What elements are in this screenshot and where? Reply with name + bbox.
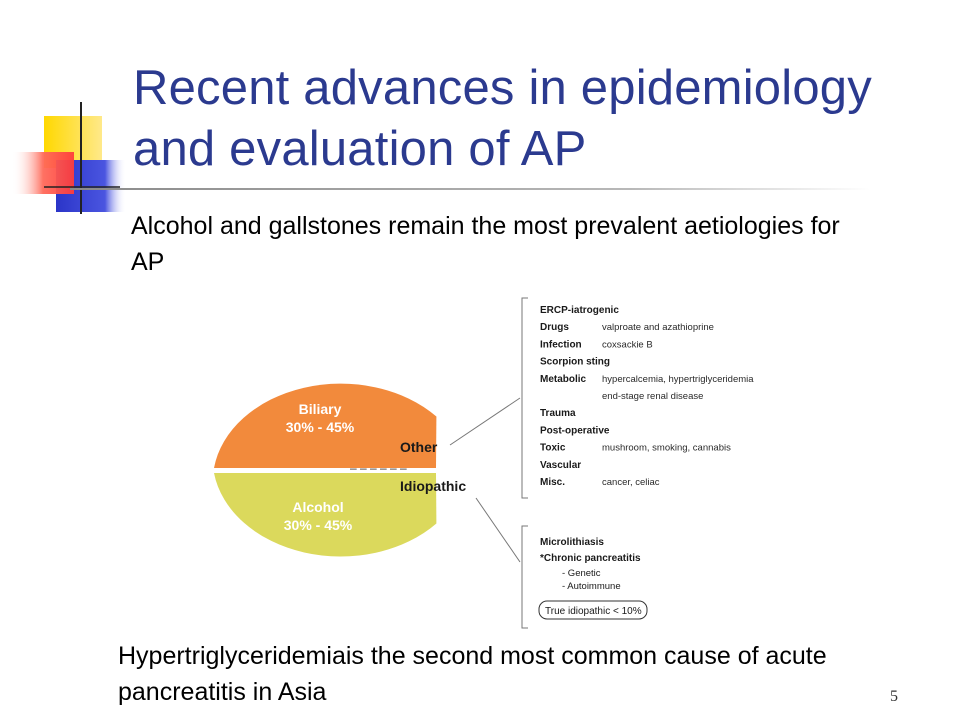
label-other: Other: [400, 439, 438, 455]
idiopathic-cause: Microlithiasis: [540, 537, 604, 548]
other-cause-name: Trauma: [540, 408, 576, 420]
other-cause-name: Scorpion sting: [540, 356, 610, 368]
other-cause-detail: coxsackie B: [602, 339, 653, 351]
idiopathic-cause: *Chronic pancreatitis: [540, 553, 641, 564]
other-cause-detail: cancer, celiac: [602, 477, 660, 488]
other-cause-name: Vascular: [540, 459, 582, 471]
other-cause-detail: valproate and azathioprine: [602, 322, 714, 334]
other-causes-list: [540, 305, 754, 488]
bullet-text: Alcohol and gallstones remain the most prevalent aetiologies for AP: [131, 212, 840, 276]
callout-text: True idiopathic < 10%: [545, 606, 642, 617]
corner-decoration: [0, 0, 130, 220]
other-cause-name: Misc.: [540, 477, 566, 488]
slice-label-biliary-name: Biliary: [298, 401, 342, 417]
slice-label-alcohol-name: Alcohol: [292, 499, 344, 515]
other-cause-name: Drugs: [540, 322, 569, 334]
other-cause-detail: hypercalcemia, hypertriglyceridemia: [602, 373, 754, 385]
bullet-text-2: Hypertriglyceridemiais the second most common cause of acute pancreatitis in Asia: [118, 642, 827, 706]
slice-label-biliary-range: 30% - 45%: [285, 419, 355, 435]
title-divider: [70, 188, 870, 190]
idiopathic-subcause: - Autoimmune: [562, 581, 621, 592]
other-cause-name: Toxic: [540, 442, 566, 454]
etiology-diagram: [200, 290, 754, 635]
page-number: 5: [890, 688, 898, 705]
idiopathic-subcause: - Genetic: [562, 568, 601, 579]
bracket-idiopathic: [522, 526, 528, 628]
bracket-other: [522, 298, 528, 498]
slice-label-alcohol-range: 30% - 45%: [283, 517, 353, 533]
dash-separator: – – – – – –: [350, 461, 407, 475]
other-cause-detail: end-stage renal disease: [602, 391, 704, 402]
other-cause-name: Metabolic: [540, 373, 587, 385]
other-cause-name: ERCP-iatrogenic: [540, 305, 619, 316]
other-cause-name: Post-operative: [540, 425, 610, 437]
idiopathic-causes-list: [540, 537, 641, 592]
slide-title: Recent advances in epidemiology and evaluation of AP: [133, 61, 872, 176]
other-cause-name: Infection: [540, 339, 582, 351]
label-idiopathic-text: Idiopathic: [400, 478, 467, 494]
other-cause-detail: mushroom, smoking, cannabis: [602, 442, 731, 454]
